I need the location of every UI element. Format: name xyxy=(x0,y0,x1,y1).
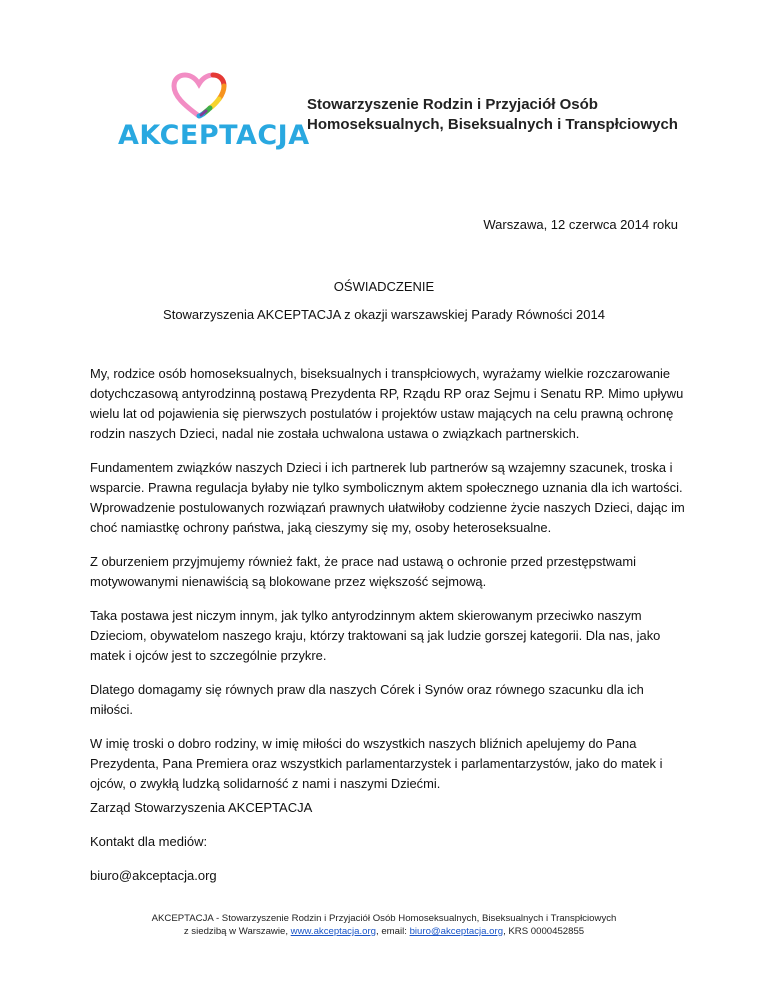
media-contact-label: Kontakt dla mediów: xyxy=(90,834,208,849)
footer-email-prefix: , email: xyxy=(375,926,410,937)
org-name-line2: Homoseksualnych, Biseksualnych i Transpłciowych xyxy=(307,116,678,133)
footer-krs: , KRS 0000452855 xyxy=(503,926,585,937)
footer-line2 xyxy=(0,925,768,938)
page-footer xyxy=(0,912,768,938)
email-link[interactable]: biuro@akceptacja.org xyxy=(409,926,504,937)
document-subtitle: Stowarzyszenia AKCEPTACJA z okazji warszawskiej Parady Równości 2014 xyxy=(163,307,605,322)
org-name-line1: Stowarzyszenie Rodzin i Przyjaciół Osób xyxy=(307,96,598,113)
website-link[interactable]: www.akceptacja.org xyxy=(290,926,376,937)
document-title: OŚWIADCZENIE xyxy=(333,279,435,294)
rainbow-heart-icon xyxy=(170,72,228,120)
document-date: Warszawa, 12 czerwca 2014 roku xyxy=(483,217,678,232)
paragraph: Taka postawa jest niczym innym, jak tylko antyrodzinnym aktem skierowanym przeciwko naszym Dzieciom, obywatelom naszego kraju, którzy traktowani są jak ludzie gorszej kategorii. Dla nas, jako matek i ojców jest to szczególnie przykre. xyxy=(90,608,661,663)
paragraph: Dlatego domagamy się równych praw dla naszych Córek i Synów oraz równego szacunku dla ich miłości. xyxy=(90,682,644,717)
paragraph: W imię troski o dobro rodziny, w imię miłości do wszystkich naszych bliźnich apelujemy do Pana Prezydenta, Pana Premiera oraz wszystkich parlamentarzystek i parlamentarzystów, jako do matek i ojców, o zwykłą ludzką solidarność z nami i naszymi Dziećmi. xyxy=(90,736,663,791)
board-signature: Zarząd Stowarzyszenia AKCEPTACJA xyxy=(90,800,313,815)
footer-prefix: z siedzibą w Warszawie, xyxy=(183,926,291,937)
footer-line1: AKCEPTACJA - Stowarzyszenie Rodzin i Przyjaciół Osób Homoseksualnych, Biseksualnych i Transpłciowych xyxy=(151,913,617,924)
statement-body xyxy=(90,364,690,808)
organization-name xyxy=(307,95,678,135)
akceptacja-logo xyxy=(118,72,310,156)
signature-block xyxy=(90,798,690,900)
media-contact-email: biuro@akceptacja.org xyxy=(90,868,217,883)
paragraph: Fundamentem związków naszych Dzieci i ich partnerek lub partnerów są wzajemny szacunek, troska i wsparcie. Prawna regulacja byłaby nie tylko symbolicznym aktem społecznego uznania dla ich wartości. Wprowadzenie postulowanych rozwiązań prawnych ułatwiłoby codzienne życie naszych Dzieci, dając im choć namiastkę ochrony państwa, jaką cieszymy się my, osoby heteroseksualne. xyxy=(90,460,685,535)
paragraph: Z oburzeniem przyjmujemy również fakt, że prace nad ustawą o ochronie przed przestępstwami motywowanymi nienawiścią są blokowane przez większość sejmową. xyxy=(90,554,636,589)
paragraph: My, rodzice osób homoseksualnych, biseksualnych i transpłciowych, wyrażamy wielkie rozczarowanie dotychczasową antyrodzinną postawą Prezydenta RP, Rządu RP oraz Sejmu i Senatu RP. Mimo upływu wielu lat od pojawienia się pierwszych postulatów i projektów ustaw mających na celu prawną ochronę rodzin naszych Dzieci, nadal nie została uchwalona ustawa o związkach partnerskich. xyxy=(90,366,684,441)
logo-text: AKCEPTACJA xyxy=(118,120,310,151)
